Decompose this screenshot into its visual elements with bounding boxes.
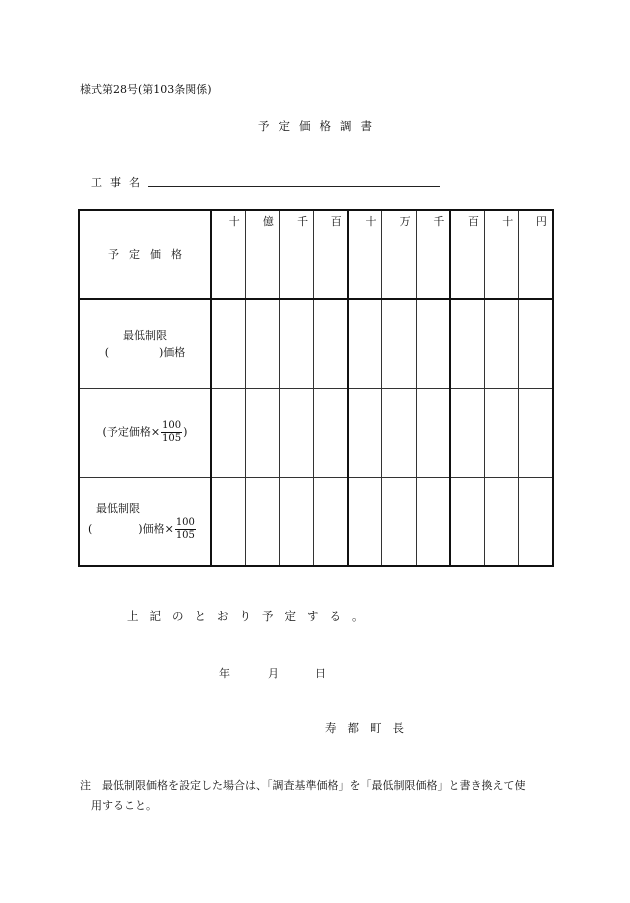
amount-cell[interactable] [245,388,279,477]
amount-cell[interactable] [450,477,484,566]
digit-header-cell[interactable]: 円 [519,210,553,299]
row-label-minimum-price-ratio: 最低制限 ( )価格× $\frac{100}{105}$ [79,477,211,566]
amount-cell[interactable] [450,388,484,477]
document-title: 予定価格調書 [258,119,381,133]
date-month-label: 月 [268,667,279,680]
amount-cell[interactable] [519,477,553,566]
price-table [78,209,554,567]
note-text-line1: 最低制限価格を設定した場合は、「調査基準価格」を「最低制限価格」と書き換えて使 [102,779,526,792]
amount-cell[interactable] [211,388,245,477]
amount-cell[interactable] [211,477,245,566]
fraction: $\frac{100}{105}$ [162,420,182,444]
work-name-label: 工事名 [91,176,148,189]
date-day-label: 日 [315,667,326,680]
fraction: $\frac{100}{105}$ [175,517,195,542]
amount-cell[interactable] [348,477,382,566]
amount-cell[interactable] [245,299,279,388]
amount-cell[interactable] [279,299,313,388]
row-label-planned-price-ratio: (予定価格× $\frac{100}{105}$ ) [79,388,211,477]
digit-header-cell[interactable]: 億 [245,210,279,299]
signatory-title: 寿都町長 [325,721,415,735]
amount-cell[interactable] [416,388,450,477]
amount-cell[interactable] [279,388,313,477]
amount-cell[interactable] [450,299,484,388]
amount-cell[interactable] [279,477,313,566]
table-row-planned-price [79,210,553,299]
amount-cell[interactable] [485,299,519,388]
table-row-minimum-price [79,299,553,388]
amount-cell[interactable] [416,299,450,388]
row-label-minimum-price: 最低制限 ( )価格 [79,299,211,388]
amount-cell[interactable] [382,477,416,566]
amount-cell[interactable] [314,299,348,388]
amount-cell[interactable] [348,388,382,477]
digit-header-cell[interactable]: 万 [382,210,416,299]
date-year-label: 年 [219,667,230,680]
table-row-minimum-price-ratio [79,477,553,566]
row-label-planned-price: 予定価格 [79,210,211,299]
amount-cell[interactable] [382,388,416,477]
amount-cell[interactable] [416,477,450,566]
amount-cell[interactable] [211,299,245,388]
amount-cell[interactable] [485,388,519,477]
amount-cell[interactable] [245,477,279,566]
digit-header-cell[interactable]: 百 [450,210,484,299]
amount-cell[interactable] [314,388,348,477]
digit-header-cell[interactable]: 百 [314,210,348,299]
digit-header-cell[interactable]: 千 [416,210,450,299]
digit-header-cell[interactable]: 十 [485,210,519,299]
digit-header-cell[interactable]: 十 [211,210,245,299]
work-name-field[interactable] [148,186,440,187]
amount-cell[interactable] [382,299,416,388]
amount-cell[interactable] [519,299,553,388]
amount-cell[interactable] [348,299,382,388]
form-number: 様式第28号(第103条関係) [80,83,212,96]
note-heading: 注 [80,779,91,792]
statement-text: 上記のとおり予定する。 [127,609,375,623]
amount-cell[interactable] [314,477,348,566]
amount-cell[interactable] [485,477,519,566]
digit-header-cell[interactable]: 十 [348,210,382,299]
table-row-planned-price-ratio [79,388,553,477]
amount-cell[interactable] [519,388,553,477]
note-text-line2: 用すること。 [91,799,157,812]
digit-header-cell[interactable]: 千 [279,210,313,299]
